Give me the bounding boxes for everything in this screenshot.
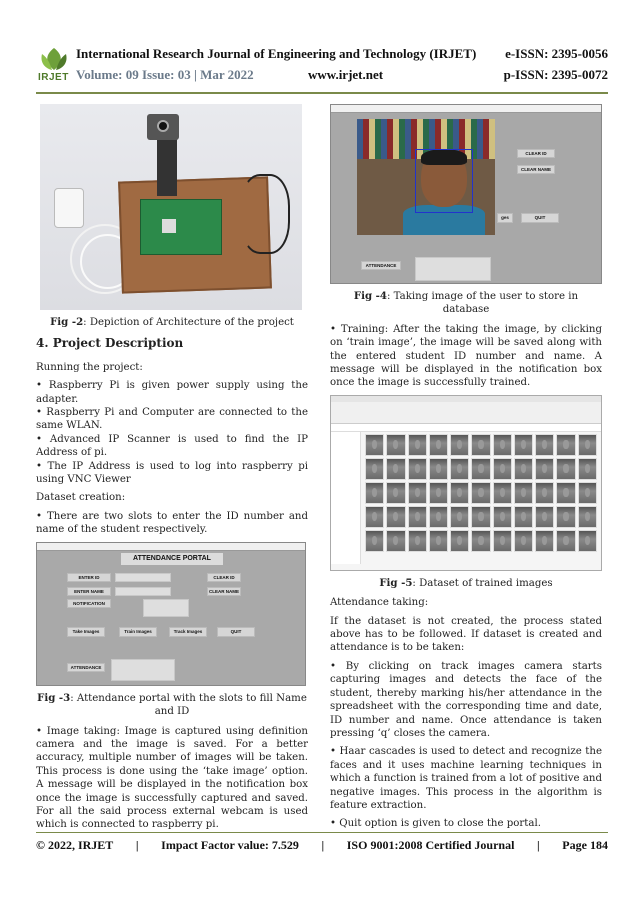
fig4-caption-text: : Taking image of the user to store in database <box>386 291 579 316</box>
power-adapter <box>54 188 84 228</box>
bullet-item: • Raspberry Pi is given power supply using the adapter. <box>36 380 308 405</box>
take-images-button[interactable]: Take Images <box>67 627 105 637</box>
thumbnail-image <box>556 458 575 480</box>
webcam-lens-icon <box>157 120 169 132</box>
attendance-table <box>111 659 175 681</box>
thumbnail-image <box>556 434 575 456</box>
fig4-label: Fig -4 <box>353 290 387 302</box>
quit-button[interactable]: QUIT <box>521 213 559 223</box>
fig5-dataset-explorer <box>330 395 602 571</box>
image-thumbnails <box>365 434 597 562</box>
explorer-ribbon <box>331 396 601 424</box>
fig2-caption <box>36 316 308 329</box>
fig4-capture-window <box>330 104 602 284</box>
thumbnail-image <box>365 458 384 480</box>
paragraph: • Image taking: Image is captured using definition camera and the image is saved. For a better accuracy, multiple number of images will be taken. This process is done using the ‘take image’ option. A message will be displayed in the notification box once the image is successfully captured and saved. For all the said process external webcam is used which is connected to raspberry pi. <box>36 725 308 831</box>
thumbnail-image <box>408 458 427 480</box>
thumbnail-image <box>408 434 427 456</box>
thumbnail-image <box>471 530 490 552</box>
thumbnail-image <box>535 434 554 456</box>
thumbnail-image <box>386 482 405 504</box>
fig4-caption <box>330 290 602 317</box>
thumbnail-image <box>365 434 384 456</box>
fig3-attendance-portal <box>36 542 306 686</box>
notification-box <box>143 599 189 617</box>
thumbnail-image <box>386 506 405 528</box>
fig2-hardware-photo <box>40 104 302 310</box>
thumbnail-image <box>429 434 448 456</box>
thumbnail-image <box>450 482 469 504</box>
paragraph: Attendance taking: <box>330 597 429 609</box>
thumbnail-image <box>450 434 469 456</box>
thumbnail-image <box>556 482 575 504</box>
thumbnail-image <box>514 434 533 456</box>
clear-name-button[interactable]: CLEAR NAME <box>209 588 239 594</box>
thumbnail-image <box>493 434 512 456</box>
thumbnail-image <box>514 506 533 528</box>
thumbnail-image <box>386 530 405 552</box>
thumbnail-image <box>535 482 554 504</box>
thumbnail-image <box>386 434 405 456</box>
portal-title: ATTENDANCE PORTAL <box>121 553 223 565</box>
thumbnail-image <box>429 458 448 480</box>
thumbnail-image <box>365 482 384 504</box>
attendance-label: ATTENDANCE <box>67 663 105 672</box>
right-column <box>330 104 602 836</box>
bullet-item: • The IP Address is used to log into raspberry pi using VNC Viewer <box>36 460 308 486</box>
thumbnail-image <box>578 506 597 528</box>
enter-id-label: ENTER ID <box>67 573 111 582</box>
paragraph: • Quit option is given to close the portal. <box>330 818 541 830</box>
quit-button[interactable]: QUIT <box>217 627 255 637</box>
paragraph: • There are two slots to enter the ID number and name of the student respectively. <box>36 510 308 536</box>
journal-title: International Research Journal of Engineering and Technology (IRJET) <box>76 46 477 61</box>
fig2-label: Fig -2 <box>50 316 84 328</box>
thumbnail-image <box>471 482 490 504</box>
thumbnail-image <box>429 506 448 528</box>
track-images-button[interactable]: Track Images <box>169 627 207 637</box>
window-titlebar <box>331 105 601 113</box>
thumbnail-image <box>471 506 490 528</box>
thumbnail-image <box>408 482 427 504</box>
navigation-pane <box>331 432 361 564</box>
fig5-caption <box>330 577 602 590</box>
pi-chip <box>162 219 176 233</box>
thumbnail-image <box>514 458 533 480</box>
thumbnail-image <box>471 458 490 480</box>
thumbnail-image <box>535 530 554 552</box>
thumbnail-image <box>429 530 448 552</box>
website-link[interactable]: www.irjet.net <box>308 67 384 82</box>
thumbnail-image <box>450 458 469 480</box>
train-images-button[interactable]: Train Images <box>119 627 157 637</box>
paragraph: • Haar cascades is used to detect and recognize the faces and it uses machine learning techniques in which a function is trained from a lot of positive and negative images. This process in the algorithm is feature extraction. <box>330 746 602 811</box>
ribbon-tabs <box>331 396 601 402</box>
fig5-caption-text: : Dataset of trained images <box>412 577 553 589</box>
journal-header <box>36 44 608 90</box>
fig5-label: Fig -5 <box>379 576 413 589</box>
thumbnail-image <box>408 506 427 528</box>
face-detection-box <box>415 149 473 213</box>
paragraph: • By clicking on track images camera starts capturing images and detects the face of the student, thereby marking his/her attendance in the spreadsheet with the corresponding time and date, ID number and name. Once attendance is taken pressing ‘q’ closes the camera. <box>330 660 602 739</box>
footer-separator: | <box>321 838 325 852</box>
pissn: p-ISSN: 2395-0072 <box>503 67 608 82</box>
left-column <box>36 104 308 837</box>
id-input[interactable] <box>115 573 171 582</box>
thumbnail-image <box>493 458 512 480</box>
paragraph: Dataset creation: <box>36 492 126 504</box>
attendance-table <box>415 257 491 281</box>
thumbnail-image <box>408 530 427 552</box>
thumbnail-image <box>429 482 448 504</box>
page-number: Page 184 <box>562 838 608 852</box>
enter-name-label: ENTER NAME <box>67 587 111 596</box>
impact-factor: Impact Factor value: 7.529 <box>161 838 299 852</box>
clear-name-button[interactable]: CLEAR NAME <box>517 165 555 174</box>
clear-id-button[interactable]: CLEAR ID <box>517 149 555 158</box>
thumbnail-image <box>386 458 405 480</box>
thumbnail-image <box>535 506 554 528</box>
header-divider <box>36 92 608 94</box>
paragraph: Running the project: <box>36 361 143 373</box>
thumbnail-image <box>556 506 575 528</box>
bullet-item: • Raspberry Pi and Computer are connected to the same WLAN. <box>36 407 308 432</box>
thumbnail-image <box>365 506 384 528</box>
fig3-caption <box>36 692 308 719</box>
thumbnail-image <box>578 434 597 456</box>
fig2-caption-text: : Depiction of Architecture of the project <box>83 317 294 328</box>
clear-id-button[interactable]: CLEAR ID <box>207 573 241 582</box>
thumbnail-image <box>450 530 469 552</box>
copyright: © 2022, IRJET <box>36 838 114 852</box>
notification-label: NOTIFICATION <box>67 599 111 608</box>
footer-separator: | <box>135 838 139 852</box>
thumbnail-image <box>578 458 597 480</box>
footer-divider <box>36 832 608 833</box>
eissn: e-ISSN: 2395-0056 <box>505 46 608 61</box>
volume-issue: Volume: 09 Issue: 03 | Mar 2022 <box>76 67 254 82</box>
thumbnail-image <box>535 458 554 480</box>
name-input[interactable] <box>115 587 171 596</box>
fig3-label: Fig -3 <box>37 691 71 704</box>
bullet-item: • Advanced IP Scanner is used to find the IP Address of pi. <box>36 433 308 459</box>
iso-certification: ISO 9001:2008 Certified Journal <box>346 838 515 852</box>
paragraph: If the dataset is not created, the process stated above has to be followed. If dataset is created and attendance is to be taken: <box>330 615 602 654</box>
raspberry-pi-board <box>140 199 222 255</box>
footer-separator: | <box>537 838 540 852</box>
thumbnail-image <box>493 482 512 504</box>
logo-text: IRJET <box>38 72 69 83</box>
thumbnail-image <box>493 506 512 528</box>
section-title: 4. Project Description <box>36 336 184 351</box>
thumbnail-image <box>556 530 575 552</box>
thumbnail-image <box>365 530 384 552</box>
fig3-caption-text: : Attendance portal with the slots to fill Name and ID <box>70 692 307 718</box>
thumbnail-image <box>493 530 512 552</box>
thumbnail-image <box>578 482 597 504</box>
journal-footer <box>36 838 608 853</box>
address-bar <box>331 424 601 432</box>
attendance-label: ATTENDANCE <box>361 261 401 270</box>
thumbnail-image <box>514 482 533 504</box>
window-titlebar <box>37 543 305 551</box>
thumbnail-image <box>514 530 533 552</box>
usb-cable <box>240 174 290 254</box>
thumbnail-image <box>471 434 490 456</box>
thumbnail-image <box>450 506 469 528</box>
take-images-button[interactable]: ges <box>497 213 513 223</box>
paragraph: • Training: After the taking the image, by clicking on ‘train image’, the image will be saved along with the entered student ID number and name. A message will be displayed in the notification box once the image is successfully trained. <box>330 323 602 389</box>
thumbnail-image <box>578 530 597 552</box>
